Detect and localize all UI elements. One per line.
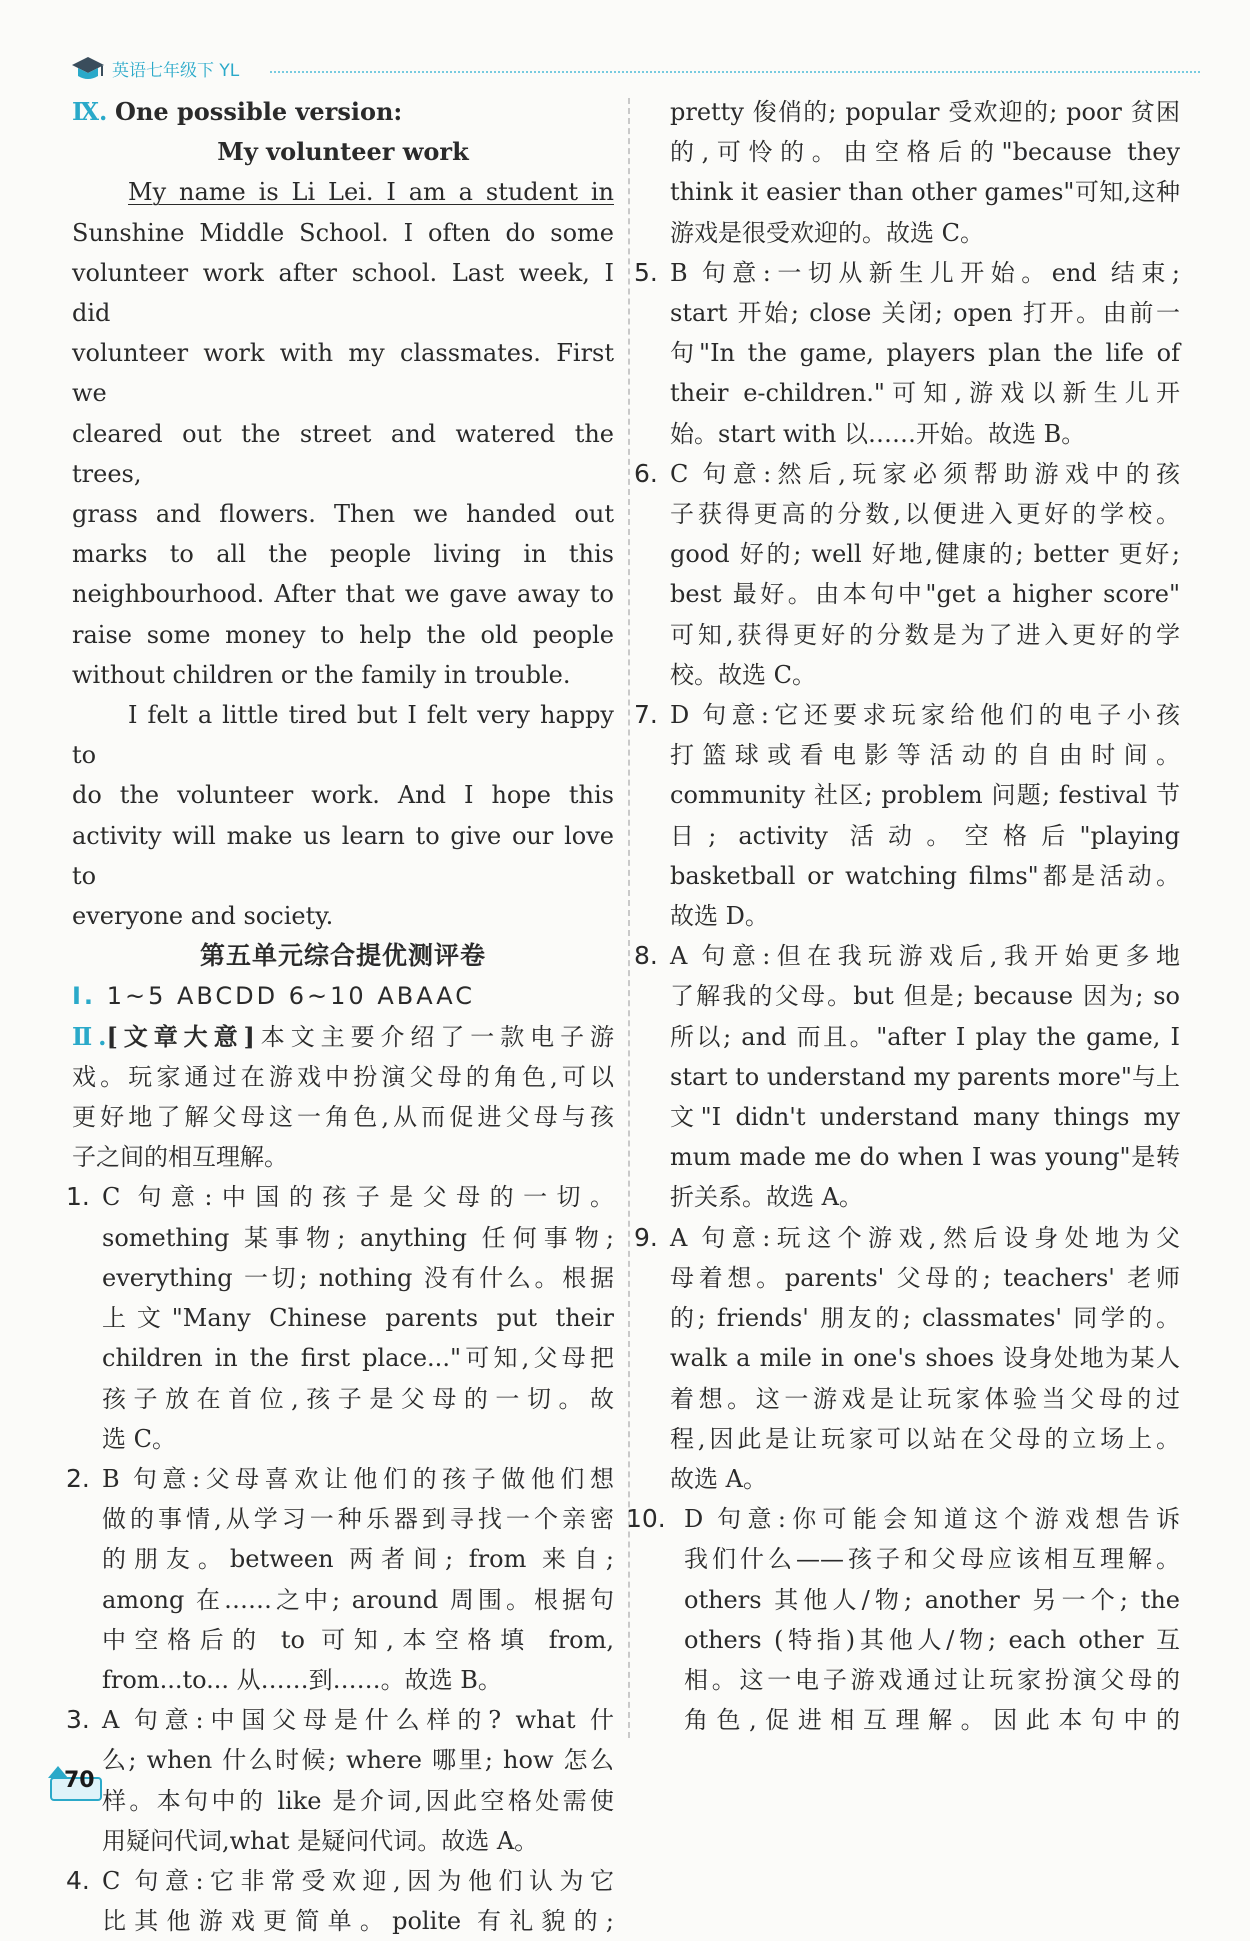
item-number: 9. — [634, 1222, 658, 1252]
item-line: something 某事物; anything 任何事物; — [102, 1223, 614, 1252]
answer-item-5 — [634, 253, 1180, 454]
essay-line: activity will make us learn to give our love to — [72, 821, 614, 890]
answer-item-1 — [66, 1177, 614, 1458]
item-number: 3. — [66, 1705, 90, 1735]
item-line: B 句意:一切从新生儿开始。end 结束; — [670, 258, 1180, 287]
answer-key-text: 1~5 ABCDD 6~10 ABAAC — [106, 982, 476, 1011]
item-line: mum made me do when I was young"是转 — [670, 1143, 1180, 1172]
summary-tag: [文章大意] — [106, 1021, 255, 1051]
answer-item-2 — [66, 1459, 614, 1700]
item-line: 折关系。故选 A。 — [670, 1183, 863, 1212]
summary-line: 更好地了解父母这一角色,从而促进父母与孩 — [72, 1103, 614, 1132]
item-line: others (特指)其他人/物; each other 互 — [684, 1625, 1180, 1654]
item-line: 的,可怜的。由空格后的"because they — [670, 138, 1180, 167]
item-line: C 句意:然后,玩家必须帮助游戏中的孩 — [670, 459, 1180, 488]
item-line: 打篮球或看电影等活动的自由时间。 — [670, 741, 1180, 770]
item-line: best 最好。由本句中"get a higher score" — [670, 580, 1180, 609]
item-line: 我们什么——孩子和父母应该相互理解。 — [684, 1545, 1180, 1574]
essay-line: without children or the family in trouble. — [72, 660, 571, 689]
item-line: children in the first place..."可知,父母把 — [102, 1344, 614, 1373]
essay-line: do the volunteer work. And I hope this — [72, 781, 614, 810]
item-line: A 句意:玩这个游戏,然后设身处地为父 — [670, 1223, 1180, 1252]
item-line: 着想。这一游戏是让玩家体验当父母的过 — [670, 1384, 1180, 1413]
item-line: 中空格后的 to 可知,本空格填 from, — [102, 1625, 614, 1654]
unit-title: 第五单元综合提优测评卷 — [199, 941, 486, 971]
answer-item-8 — [634, 936, 1180, 1217]
item-line: 做的事情,从学习一种乐器到寻找一个亲密 — [102, 1505, 614, 1534]
item-line: 样。本句中的 like 是介词,因此空格处需使 — [102, 1786, 614, 1815]
item-number: 10. — [626, 1504, 666, 1534]
item-number: 7. — [634, 700, 658, 730]
item-line: their e-children."可知,游戏以新生儿开 — [670, 379, 1180, 408]
column-divider — [628, 98, 630, 1738]
essay-line: I felt a little tired but I felt very happy to — [72, 701, 614, 770]
item-line: 相。这一电子游戏通过让玩家扮演父母的 — [684, 1665, 1180, 1694]
item-number: 8. — [634, 941, 658, 971]
item-line: 故选 D。 — [670, 902, 769, 931]
item-line: A 句意:但在我玩游戏后,我开始更多地 — [670, 942, 1180, 971]
item-line: 所以; and 而且。"after I play the game, I — [670, 1022, 1180, 1051]
item-line: C 句意:中国的孩子是父母的一切。 — [102, 1183, 614, 1212]
item-line: others 其他人/物; another 另一个; the — [684, 1585, 1180, 1614]
answer-item-4-continued — [640, 92, 1180, 253]
summary-line: 戏。玩家通过在游戏中扮演父母的角色,可以 — [72, 1062, 614, 1091]
item-line: among 在……之中; around 周围。根据句 — [102, 1585, 614, 1614]
item-line: from...to... 从……到……。故选 B。 — [102, 1665, 502, 1694]
essay-line: volunteer work after school. Last week, I did — [72, 258, 614, 328]
item-line: basketball or watching films"都是活动。 — [670, 861, 1180, 890]
item-line: 文"I didn't understand many things my — [670, 1103, 1180, 1132]
item-line: community 社区; problem 问题; festival 节 — [670, 781, 1180, 810]
answer-item-9 — [634, 1218, 1180, 1499]
ix-label: Ⅸ. — [72, 97, 108, 126]
answer-key — [72, 976, 614, 1016]
answer-item-7 — [634, 695, 1180, 936]
item-line: 的; friends' 朋友的; classmates' 同学的。 — [670, 1304, 1180, 1333]
item-line: 日; activity 活动。空格后"playing — [670, 821, 1180, 850]
item-line: 么; when 什么时候; where 哪里; how 怎么 — [102, 1746, 614, 1775]
answer-item-4 — [66, 1861, 614, 1941]
answer-item-3 — [66, 1700, 614, 1861]
essay-line: raise some money to help the old people — [72, 620, 614, 649]
essay-line: everyone and society. — [72, 902, 334, 931]
item-line: 校。故选 C。 — [670, 660, 816, 689]
item-line: 句"In the game, players plan the life of — [670, 339, 1180, 368]
item-number: 6. — [634, 458, 658, 488]
ix-heading — [72, 92, 614, 132]
item-line: 选 C。 — [102, 1424, 176, 1453]
item-line: D 句意:你可能会知道这个游戏想告诉 — [684, 1505, 1180, 1534]
item-line: good 好的; well 好地,健康的; better 更好; — [670, 540, 1180, 569]
item-line: 孩子放在首位,孩子是父母的一切。故 — [102, 1384, 614, 1413]
essay-line: marks to all the people living in this — [72, 540, 614, 569]
summary-text: 本文主要介绍了一款电子游 — [254, 1022, 614, 1051]
item-line: 比其他游戏更简单。polite 有礼貌的; — [102, 1907, 614, 1936]
essay-line: volunteer work with my classmates. First we — [72, 339, 614, 408]
essay-title: My volunteer work — [217, 137, 469, 167]
item-line: 的朋友。between 两者间; from 来自; — [102, 1545, 614, 1574]
item-line: 始。start with 以……开始。故选 B。 — [670, 419, 1086, 448]
item-line: 用疑问代词,what 是疑问代词。故选 A。 — [102, 1826, 539, 1855]
item-line: 故选 A。 — [670, 1464, 767, 1493]
item-line: 上文"Many Chinese parents put their — [102, 1304, 614, 1333]
item-line: 角色,促进相互理解。因此本句中的 — [684, 1706, 1180, 1735]
graduation-cap-icon — [70, 54, 106, 84]
essay-line: Sunshine Middle School. I often do some — [72, 218, 614, 247]
essay-line: cleared out the street and watered the trees, — [72, 419, 614, 488]
essay-line: grass and flowers. Then we handed out — [72, 500, 614, 529]
item-line: start 开始; close 关闭; open 打开。由前一 — [670, 299, 1180, 328]
item-number: 1. — [66, 1182, 90, 1212]
header-rule — [270, 71, 1200, 73]
item-line: 母着想。parents' 父母的; teachers' 老师 — [670, 1263, 1180, 1292]
essay-line — [72, 172, 614, 212]
page-header — [60, 50, 1200, 90]
section-ii-label: Ⅱ. — [72, 1021, 107, 1051]
item-line: C 句意:它非常受欢迎,因为他们认为它 — [102, 1866, 614, 1895]
item-line: walk a mile in one's shoes 设身处地为某人 — [670, 1344, 1180, 1373]
ix-heading-text: One possible version: — [115, 97, 403, 126]
item-line: start to understand my parents more"与上 — [670, 1062, 1180, 1091]
right-column — [626, 92, 1180, 1740]
summary-line: 子之间的相互理解。 — [72, 1143, 288, 1172]
item-line: B 句意:父母喜欢让他们的孩子做他们想 — [102, 1464, 614, 1493]
item-line: D 句意:它还要求玩家给他们的电子小孩 — [670, 701, 1180, 730]
page-number-badge — [44, 1760, 108, 1804]
left-column — [66, 92, 614, 1941]
essay-line: neighbourhood. After that we gave away to — [72, 580, 614, 609]
essay-line-text: My name is Li Lei. I am a student in — [128, 178, 614, 207]
section-i-label: Ⅰ. — [72, 982, 97, 1011]
item-line: A 句意:中国父母是什么样的? what 什 — [102, 1706, 614, 1735]
item-number: 4. — [66, 1865, 90, 1895]
item-line: everything 一切; nothing 没有什么。根据 — [102, 1263, 614, 1292]
item-line: 可知,获得更好的分数是为了进入更好的学 — [670, 620, 1180, 649]
book-title: 英语七年级下 YL — [112, 61, 240, 81]
item-line: 游戏是很受欢迎的。故选 C。 — [670, 218, 984, 247]
summary-line — [72, 1017, 614, 1057]
item-number: 2. — [66, 1463, 90, 1493]
page-number: 70 — [64, 1768, 95, 1793]
answer-item-10 — [626, 1499, 1180, 1740]
answer-item-6 — [634, 454, 1180, 695]
item-line: 了解我的父母。but 但是; because 因为; so — [670, 982, 1180, 1011]
item-line: 程,因此是让玩家可以站在父母的立场上。 — [670, 1424, 1180, 1453]
item-line: 子获得更高的分数,以便进入更好的学校。 — [670, 500, 1180, 529]
item-number: 5. — [634, 257, 658, 287]
item-line: pretty 俊俏的; popular 受欢迎的; poor 贫困 — [670, 98, 1180, 126]
item-line: think it easier than other games"可知,这种 — [670, 178, 1180, 207]
